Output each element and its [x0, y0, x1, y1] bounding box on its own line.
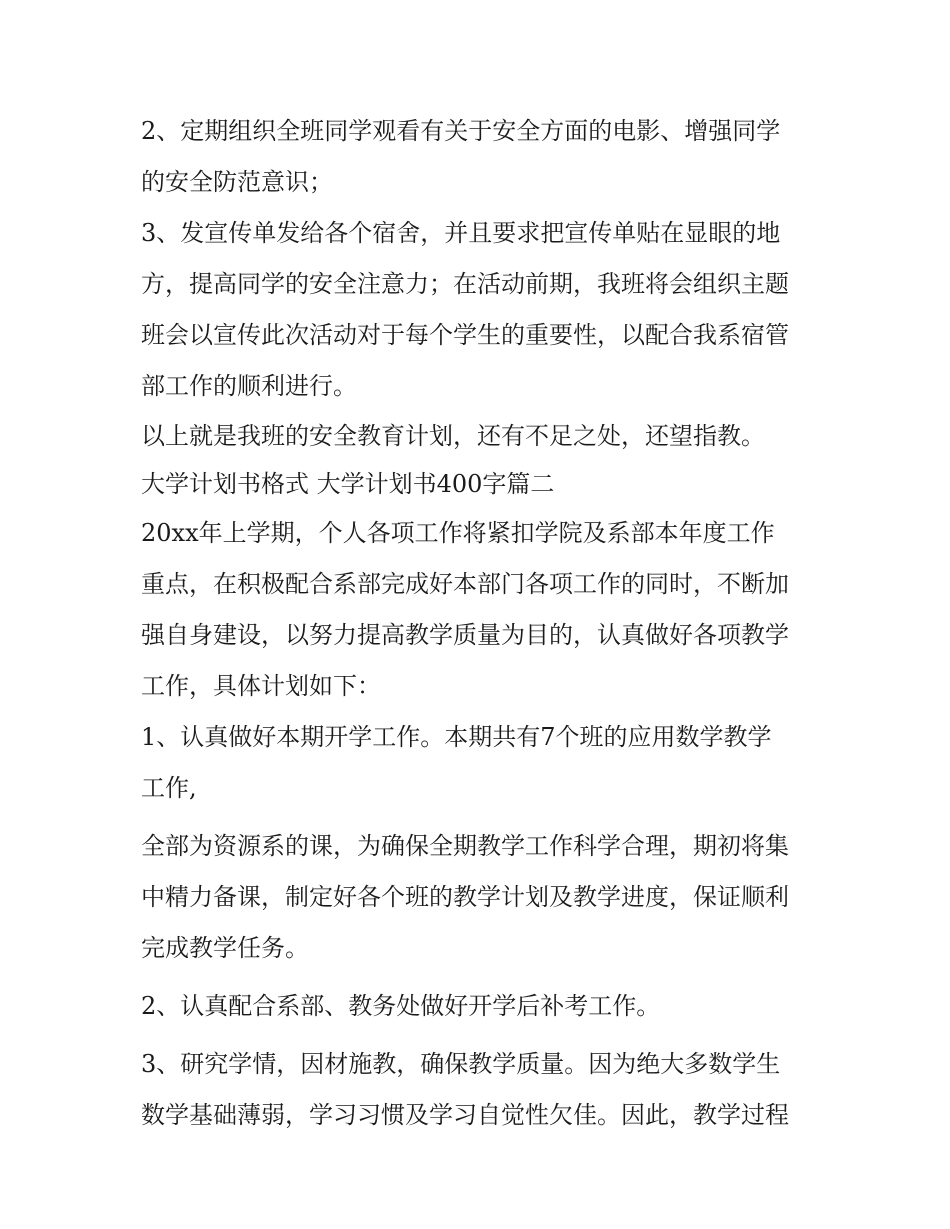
- text-line: 2、定期组织全班同学观看有关于安全方面的电影、增强同学: [141, 117, 781, 145]
- text-line: 的安全防范意识；: [141, 168, 333, 196]
- text-line: 重点，在积极配合系部完成好本部门各项工作的同时，不断加: [141, 570, 789, 598]
- text-line: 方，提高同学的安全注意力；在活动前期，我班将会组织主题: [141, 270, 789, 298]
- text-line: 2、认真配合系部、教务处做好开学后补考工作。: [141, 992, 661, 1020]
- text-line: 强自身建设，以努力提高教学质量为目的，认真做好各项教学: [141, 621, 789, 649]
- text-line: 班会以宣传此次活动对于每个学生的重要性，以配合我系宿管: [141, 321, 789, 349]
- text-line: 数学基础薄弱，学习习惯及学习自觉性欠佳。因此，教学过程: [141, 1101, 789, 1129]
- text-line: 以上就是我班的安全教育计划，还有不足之处，还望指教。: [141, 422, 765, 450]
- document-body: [141, 106, 821, 1141]
- text-line: 部工作的顺利进行。: [141, 372, 357, 400]
- text-line: 中精力备课，制定好各个班的教学计划及教学进度，保证顺利: [141, 883, 789, 911]
- text-line: 工作，具体计划如下：: [141, 672, 381, 700]
- text-line: 3、发宣传单发给各个宿舍，并且要求把宣传单贴在显眼的地: [141, 219, 781, 247]
- text-line: 3、研究学情，因材施教，确保教学质量。因为绝大多数学生: [141, 1050, 781, 1078]
- section-heading: 大学计划书格式 大学计划书400字篇二: [141, 470, 555, 498]
- text-line: 20xx年上学期，个人各项工作将紧扣学院及系部本年度工作: [141, 519, 775, 547]
- text-line: 完成教学任务。: [141, 934, 309, 962]
- text-line: 1、认真做好本期开学工作。本期共有7个班的应用数学教学: [141, 723, 772, 751]
- text-line: 全部为资源系的课，为确保全期教学工作科学合理，期初将集: [141, 832, 789, 860]
- text-line: 工作,: [141, 774, 197, 802]
